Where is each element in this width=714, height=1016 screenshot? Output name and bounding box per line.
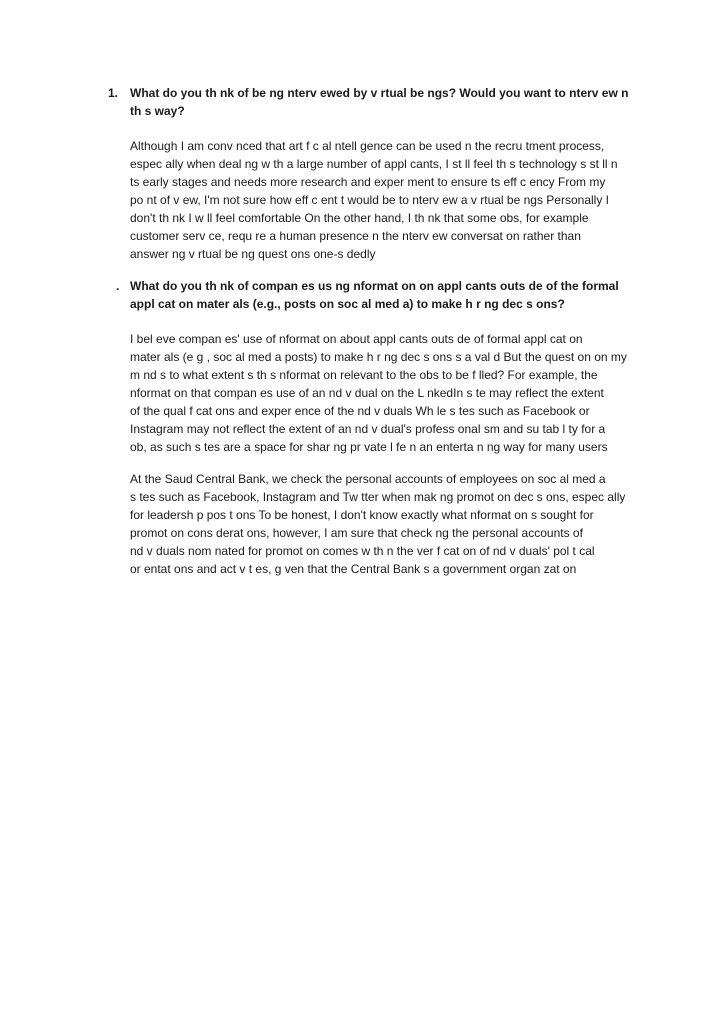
answer-line: or entat ons and act v t es, g ven that the Central Bank s a government organ zat on: [130, 562, 577, 576]
question-1-line: th s way?: [130, 104, 185, 118]
answer-line: Instagram may not reflect the extent of an nd v dual's profess onal sm and su tab l ty for a: [130, 422, 606, 436]
answer-line: don't th nk I w ll feel comfortable On the other hand, I th nk that some obs, for example: [130, 211, 589, 225]
question-2-line: appl cat on mater als (e.g., posts on soc al med a) to make h r ng dec s ons?: [130, 297, 565, 311]
answer-line: customer serv ce, requ re a human presence n the nterv ew conversat on rather than: [130, 229, 581, 243]
answer-line: nd v duals nom nated for promot on comes w th n the ver f cat on of nd v duals' pol t cal: [130, 544, 595, 558]
answer-line: ob, as such s tes are a space for shar ng pr vate l fe n an enterta n ng way for many users: [130, 440, 608, 454]
question-2-line: What do you th nk of compan es us ng nformat on on appl cants outs de of the formal: [130, 279, 619, 293]
answer-line: answer ng v rtual be ng quest ons one-s dedly: [130, 247, 376, 261]
answer-line: nformat on that compan es use of an nd v dual on the L nkedIn s te may reflect the extent: [130, 386, 604, 400]
answer-line: po nt of v ew, I'm not sure how eff c ent t would be to nterv ew a v rtual be ngs Personally I: [130, 193, 609, 207]
question-1-line: What do you th nk of be ng nterv ewed by v rtual be ngs? Would you want to nterv ew n: [130, 86, 629, 100]
answer-line: ts early stages and needs more research and exper ment to ensure ts eff c ency From my: [130, 175, 606, 189]
question-1-number: 1.: [108, 86, 119, 100]
answer-line: mater als (e g , soc al med a posts) to make h r ng dec s ons s a val d But the quest on on my: [130, 350, 627, 364]
answer-line: of the qual f cat ons and exper ence of the nd v duals Wh le s tes such as Facebook or: [130, 404, 590, 418]
answer-line: for leadersh p pos t ons To be honest, I don't know exactly what nformat on s sought for: [130, 508, 594, 522]
question-2-number: .: [116, 279, 120, 293]
answer-2-paragraph-2: [130, 470, 635, 578]
answer-line: s tes such as Facebook, Instagram and Tw tter when mak ng promot on dec s ons, espec ally: [130, 490, 626, 504]
answer-2-paragraph-1: [130, 330, 635, 456]
answer-line: promot on cons derat ons, however, I am sure that check ng the personal accounts of: [130, 526, 583, 540]
answer-line: espec ally when deal ng w th a large number of appl cants, I st ll feel th s technology s st ll n: [130, 157, 618, 171]
answer-1-paragraph-1: [130, 137, 635, 263]
answer-line: I bel eve compan es' use of nformat on about appl cants outs de of formal appl cat on: [130, 332, 583, 346]
answer-line: Although I am conv nced that art f c al ntell gence can be used n the recru tment process,: [130, 139, 605, 153]
question-1: [108, 84, 635, 120]
answer-line: At the Saud Central Bank, we check the personal accounts of employees on soc al med a: [130, 472, 606, 486]
answer-line: m nd s to what extent s th s nformat on relevant to the obs to be f lled? For example, the: [130, 368, 598, 382]
question-2: [116, 277, 635, 313]
